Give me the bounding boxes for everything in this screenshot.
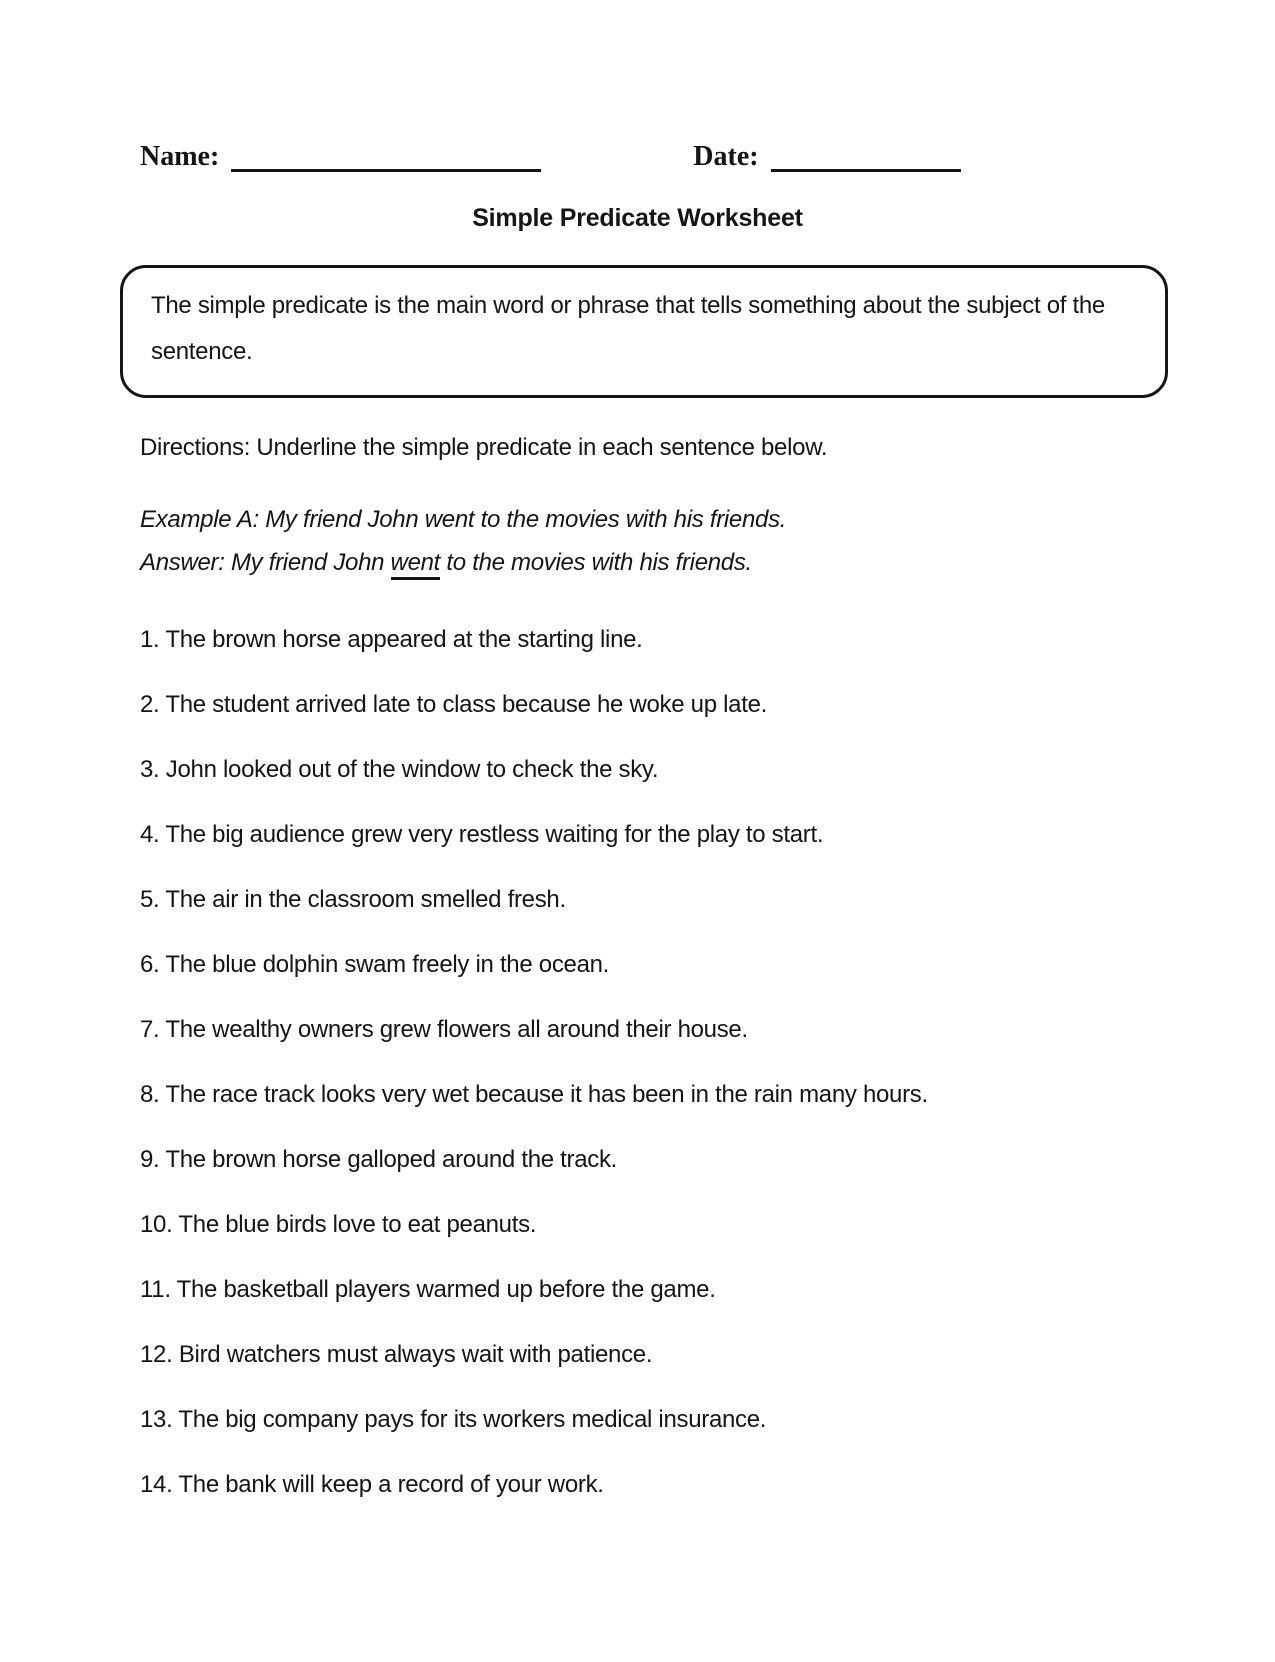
directions-text: Directions: Underline the simple predicate in each sentence below. — [140, 434, 828, 461]
sentence-number: 14. — [140, 1471, 173, 1498]
sentence-number: 3. — [140, 756, 160, 783]
definition-text: The simple predicate is the main word or phrase that tells something about the subject of the sentence. — [151, 292, 1105, 365]
sentence-row — [140, 1471, 1275, 1499]
sentence-row — [140, 626, 1275, 654]
sentence-number: 4. — [140, 821, 160, 848]
sentence-text: The bank will keep a record of your work. — [178, 1471, 604, 1498]
sentence-text: The blue birds love to eat peanuts. — [178, 1211, 537, 1238]
sentence-text: The brown horse galloped around the track. — [165, 1146, 618, 1173]
name-blank-line — [231, 143, 541, 172]
sentence-text: The big company pays for its workers medical insurance. — [178, 1406, 767, 1433]
sentence-text: Bird watchers must always wait with patience. — [178, 1341, 653, 1368]
header-row — [0, 0, 1275, 172]
answer-line — [140, 541, 1275, 584]
sentence-row — [140, 951, 1275, 979]
sentence-text: The big audience grew very restless waiting for the play to start. — [165, 821, 824, 848]
sentence-text: The air in the classroom smelled fresh. — [165, 886, 566, 913]
sentence-row — [140, 1081, 1275, 1109]
sentence-row — [140, 1016, 1275, 1044]
page-title: Simple Predicate Worksheet — [472, 204, 803, 232]
sentence-number: 9. — [140, 1146, 160, 1173]
sentence-row — [140, 886, 1275, 914]
sentence-row — [140, 756, 1275, 784]
sentence-number: 2. — [140, 691, 160, 718]
sentence-number: 1. — [140, 626, 160, 653]
sentence-text: The wealthy owners grew flowers all around their house. — [165, 1016, 748, 1043]
sentence-text: John looked out of the window to check the sky. — [165, 756, 659, 783]
answer-text-before: Answer: My friend John — [140, 549, 391, 576]
sentence-row — [140, 821, 1275, 849]
example-line: Example A: My friend John went to the movies with his friends. — [140, 506, 787, 533]
sentence-text: The student arrived late to class because he woke up late. — [165, 691, 767, 718]
sentence-text: The blue dolphin swam freely in the ocean. — [165, 951, 610, 978]
date-blank-line — [771, 143, 961, 172]
sentence-row — [140, 1341, 1275, 1369]
name-label: Name: — [140, 141, 220, 172]
sentence-row — [140, 1276, 1275, 1304]
date-field-group — [693, 142, 960, 172]
sentence-text: The race track looks very wet because it has been in the rain many hours. — [165, 1081, 928, 1108]
sentence-number: 8. — [140, 1081, 160, 1108]
sentence-text: The basketball players warmed up before the game. — [176, 1276, 716, 1303]
sentence-number: 13. — [140, 1406, 173, 1433]
sentence-text: The brown horse appeared at the starting line. — [165, 626, 643, 653]
sentence-row — [140, 1146, 1275, 1174]
example-block — [140, 498, 1275, 584]
sentence-number: 10. — [140, 1211, 173, 1238]
date-label: Date: — [693, 141, 759, 172]
sentence-number: 6. — [140, 951, 160, 978]
sentence-number: 7. — [140, 1016, 160, 1043]
sentence-number: 5. — [140, 886, 160, 913]
name-field-group — [140, 142, 541, 172]
sentence-row — [140, 1406, 1275, 1434]
sentence-row — [140, 691, 1275, 719]
definition-box — [120, 265, 1168, 398]
sentence-number: 11. — [140, 1276, 171, 1303]
sentence-number: 12. — [140, 1341, 173, 1368]
sentence-list — [140, 626, 1275, 1499]
answer-text-after: to the movies with his friends. — [440, 549, 752, 576]
answer-underlined-word: went — [391, 549, 441, 580]
sentence-row — [140, 1211, 1275, 1239]
